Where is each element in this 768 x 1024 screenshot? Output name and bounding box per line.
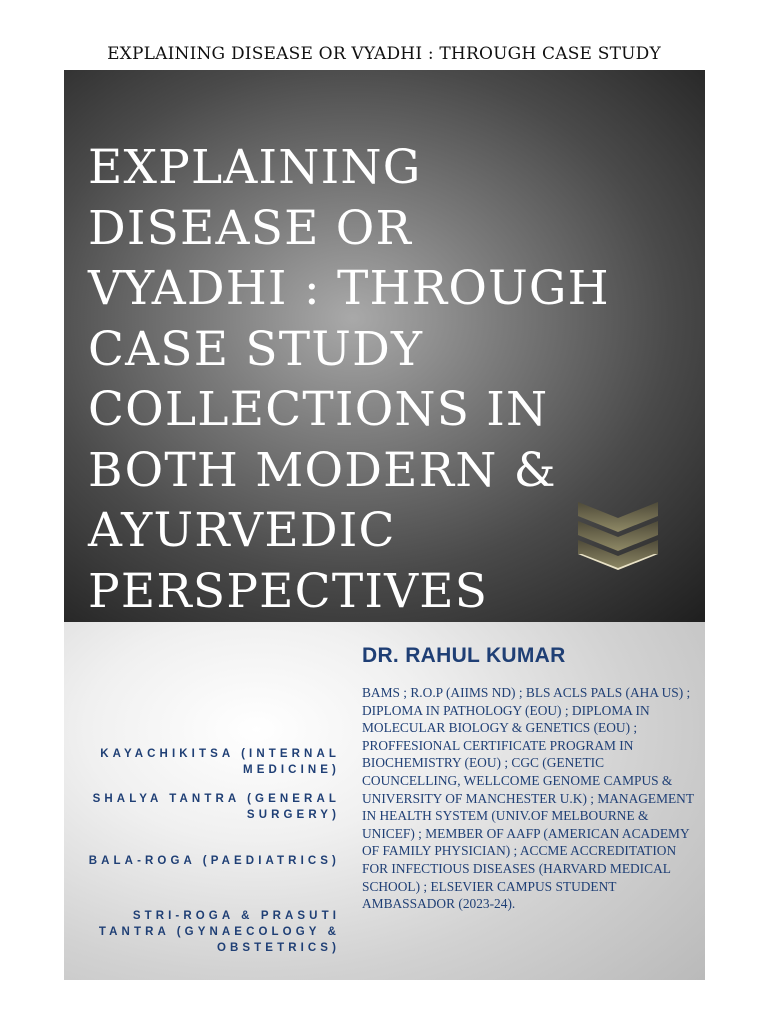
title-line: AYURVEDIC [88, 503, 396, 558]
specialty-item: BALA-ROGA (PAEDIATRICS) [88, 855, 340, 867]
author-credentials: BAMS ; R.O.P (AIIMS ND) ; BLS ACLS PALS (AHA US) ; DIPLOMA IN PATHOLOGY (EOU) ; DIPLOMA IN MOLECULAR BIOLOGY & GENETICS (EOU) ; PROFFESIONAL CERTIFICATE PROGRAM IN BIOCHEMISTRY (EOU) ; CGC (GENETIC COUNCELLING, WELLCOME GENOME CAMPUS & UNIVERSITY OF MANCHESTER U.K) ; MANAGEMENT IN HEALTH SYSTEM (UNIV.OF MELBOURNE & UNICEF) ; MEMBER OF AAFP (AMERICAN ACADEMY OF FAMILY PHYSICIAN) ; ACCME ACCREDITATION FOR INFECTIOUS DISEASES (HARVARD MEDICAL SCHOOL) ; ELSEVIER CAMPUS STUDENT AMBASSADOR (2023-24). [362, 685, 694, 912]
title-line: EXPLAINING [88, 140, 422, 195]
title-line: BOTH MODERN & [88, 442, 557, 498]
triple-chevron-down-icon [576, 500, 660, 574]
cover-title-panel [64, 70, 705, 622]
book-title [88, 138, 648, 622]
title-line: CASE STUDY [88, 321, 424, 377]
specialty-item: SHALYA TANTRA (GENERAL SURGERY) [92, 793, 340, 821]
title-line: COLLECTIONS IN [88, 382, 549, 437]
title-line: PERSPECTIVES [88, 563, 489, 619]
specialty-item: KAYACHIKITSA (INTERNAL MEDICINE) [100, 748, 340, 776]
book-cover [64, 70, 705, 980]
specialty-item: STRI-ROGA & PRASUTI TANTRA (GYNAECOLOGY & OBSTETRICS) [98, 910, 340, 954]
running-header: EXPLAINING DISEASE OR VYADHI : THROUGH CASE STUDY [107, 44, 661, 64]
author-name: DR. RAHUL KUMAR [362, 644, 566, 667]
title-line: DISEASE OR [88, 200, 413, 256]
title-line: VYADHI : THROUGH [88, 261, 610, 316]
